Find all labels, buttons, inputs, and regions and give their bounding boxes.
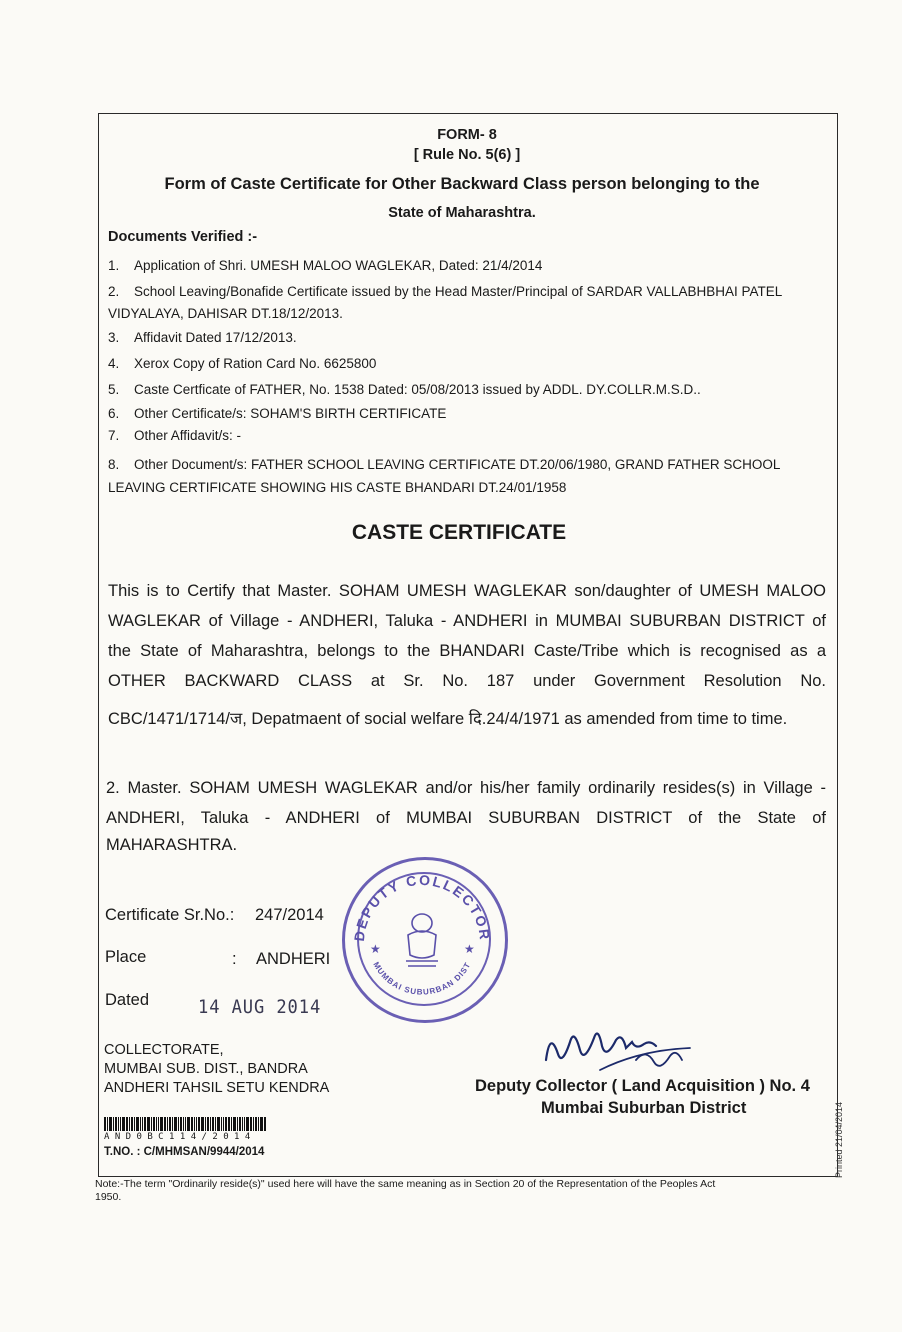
item-number: 2. xyxy=(108,284,120,299)
office-line2: MUMBAI SUB. DIST., BANDRA xyxy=(104,1061,308,1077)
item-number: 5. xyxy=(108,382,120,397)
para1-line4: OTHER BACKWARD CLASS at Sr. No. 187 under Government Resolution No. xyxy=(108,672,826,690)
form-title-line2: State of Maharashtra. xyxy=(388,205,536,221)
stamp-graphic xyxy=(342,857,502,1017)
place-label: Place xyxy=(105,948,147,966)
item-text: Xerox Copy of Ration Card No. 6625800 xyxy=(134,356,377,371)
item-text: Caste Certficate of FATHER, No. 1538 Dated: 05/08/2013 issued by ADDL. DY.COLLR.M.S.D.. xyxy=(134,382,701,397)
rule-number: [ Rule No. 5(6) ] xyxy=(413,147,521,163)
t-number: T.NO. : C/MHMSAN/9944/2014 xyxy=(104,1146,265,1158)
item-number: 7. xyxy=(108,428,120,443)
item-number: 3. xyxy=(108,330,120,345)
barcode-graphic xyxy=(104,1117,312,1131)
documents-heading: Documents Verified :- xyxy=(108,229,258,245)
para1-line1: This is to Certify that Master. SOHAM UMESH WAGLEKAR son/daughter of UMESH MALOO xyxy=(108,582,826,600)
item-number: 8. xyxy=(108,457,120,472)
deputy-collector-stamp xyxy=(342,857,508,1023)
barcode-text: A N D 0 B C 1 1 4 / 2 0 1 4 xyxy=(104,1132,251,1142)
para2-line1: 2. Master. SOHAM UMESH WAGLEKAR and/or his/her family ordinarily resides(s) in Village - xyxy=(106,779,826,797)
document-item-8-cont: LEAVING CERTIFICATE SHOWING HIS CASTE BHANDARI DT.24/01/1958 xyxy=(108,480,567,495)
para1-line2: WAGLEKAR of Village - ANDHERI, Taluka - ANDHERI in MUMBAI SUBURBAN DISTRICT of xyxy=(108,612,826,630)
para2-line2: ANDHERI, Taluka - ANDHERI of MUMBAI SUBURBAN DISTRICT of the State of xyxy=(106,809,826,827)
form-title-line1: Form of Caste Certificate for Other Backward Class person belonging to the xyxy=(164,175,760,193)
document-item-7 xyxy=(108,428,241,443)
item-text: School Leaving/Bonafide Certificate issued by the Head Master/Principal of SARDAR VALLABHBHAI PATEL xyxy=(134,284,783,299)
dated-stamp-value: 14 AUG 2014 xyxy=(198,996,322,1018)
document-item-2 xyxy=(108,284,828,299)
item-text: Other Certificate/s: SOHAM'S BIRTH CERTIFICATE xyxy=(134,406,447,421)
item-number: 1. xyxy=(108,258,120,273)
item-text: Other Affidavit/s: - xyxy=(134,428,242,443)
document-item-1 xyxy=(108,258,828,273)
stamp-top-text: DEPUTY COLLECTOR xyxy=(350,871,494,943)
item-text: Other Document/s: FATHER SCHOOL LEAVING CERTIFICATE DT.20/06/1980, GRAND FATHER SCHOOL xyxy=(134,457,781,472)
office-line1: COLLECTORATE, xyxy=(104,1042,224,1058)
document-item-5 xyxy=(108,382,701,397)
emblem-icon xyxy=(406,914,438,966)
stamp-bottom-text: MUMBAI SUBURBAN DIST xyxy=(371,960,473,997)
document-item-6 xyxy=(108,406,446,421)
place-value: ANDHERI xyxy=(256,950,331,968)
item-text: Affidavit Dated 17/12/2013. xyxy=(134,330,297,345)
printed-date: Printed 21/04/2014 xyxy=(834,1101,844,1178)
sr-label: Certificate Sr.No.: xyxy=(105,906,235,924)
sr-value: 247/2014 xyxy=(255,906,324,924)
dated-label: Dated xyxy=(105,991,150,1009)
form-number: FORM- 8 xyxy=(437,127,497,143)
signatory-district: Mumbai Suburban District xyxy=(541,1099,747,1117)
footnote-line1: Note:-The term "Ordinarily reside(s)" used here will have the same meaning as in Section 20 of the Representation of the Peoples Act xyxy=(95,1178,716,1190)
star-icon: ★ xyxy=(370,942,381,956)
certificate-title: CASTE CERTIFICATE xyxy=(351,521,567,544)
para2-line3: MAHARASHTRA. xyxy=(106,836,238,854)
document-item-8 xyxy=(108,457,828,472)
signatory-designation: Deputy Collector ( Land Acquisition ) No. 4 xyxy=(475,1077,810,1095)
item-text: Application of Shri. UMESH MALOO WAGLEKAR, Dated: 21/4/2014 xyxy=(134,258,543,273)
document-item-4 xyxy=(108,356,376,371)
signature-graphic xyxy=(540,1020,720,1080)
document-item-2-cont: VIDYALAYA, DAHISAR DT.18/12/2013. xyxy=(108,306,343,321)
star-icon: ★ xyxy=(464,942,475,956)
place-separator: : xyxy=(232,950,237,968)
item-number: 6. xyxy=(108,406,120,421)
office-line3: ANDHERI TAHSIL SETU KENDRA xyxy=(104,1080,330,1096)
para1-line5: CBC/1471/1714/ज, Depatmaent of social welfare दि.24/4/1971 as amended from time to time. xyxy=(108,710,788,728)
footnote-line2: 1950. xyxy=(95,1191,122,1203)
item-number: 4. xyxy=(108,356,120,371)
para1-line3: the State of Maharashtra, belongs to the BHANDARI Caste/Tribe which is recognised as a xyxy=(108,642,826,660)
document-item-3 xyxy=(108,330,297,345)
